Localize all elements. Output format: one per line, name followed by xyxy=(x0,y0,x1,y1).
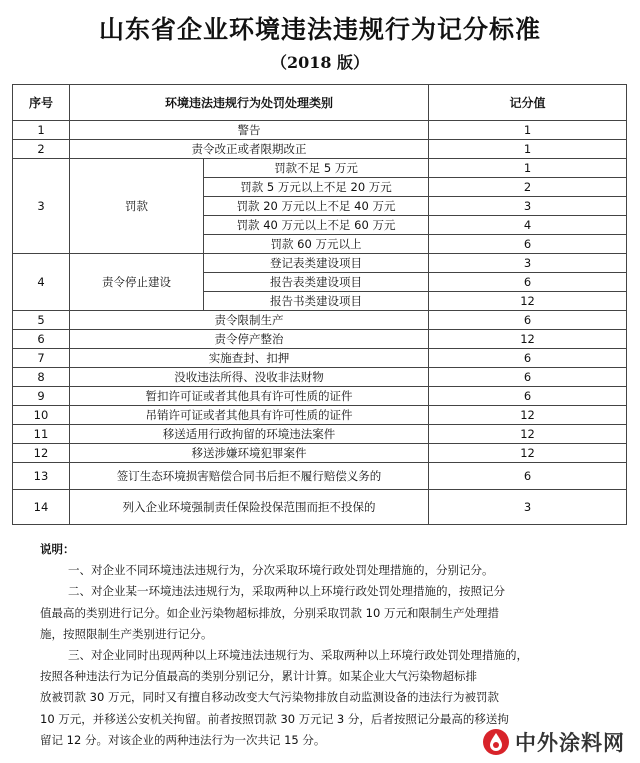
row-score: 3 xyxy=(429,197,627,216)
note-3-line: 三、对企业同时出现两种以上环境违法违规行为、采取两种以上环境行政处罚处理措施的， xyxy=(68,648,528,663)
row-subitem: 罚款 20 万元以上不足 40 万元 xyxy=(204,197,429,216)
row-category: 罚款 xyxy=(70,159,204,254)
table-row xyxy=(13,387,627,406)
row-item: 移送涉嫌环境犯罪案件 xyxy=(70,444,429,463)
row-score: 1 xyxy=(429,121,627,140)
table-row xyxy=(13,406,627,425)
watermark-text: 中外涂料网 xyxy=(515,731,625,755)
table-row xyxy=(13,463,627,490)
notes-label: 说明： xyxy=(40,542,75,556)
row-no: 14 xyxy=(13,490,70,525)
table-row xyxy=(13,425,627,444)
table-row xyxy=(13,490,627,525)
row-score: 12 xyxy=(429,425,627,444)
table-row xyxy=(13,349,627,368)
row-no: 11 xyxy=(13,425,70,444)
row-no: 3 xyxy=(13,159,70,254)
note-2-line: 二、对企业某一环境违法违规行为，采取两种以上环境行政处罚处理措施的，按照记分 xyxy=(68,584,505,599)
row-subitem: 罚款 40 万元以上不足 60 万元 xyxy=(204,216,429,235)
row-score: 3 xyxy=(429,254,627,273)
row-no: 5 xyxy=(13,311,70,330)
table-row xyxy=(13,159,627,178)
row-score: 6 xyxy=(429,273,627,292)
row-score: 12 xyxy=(429,292,627,311)
row-subitem: 罚款不足 5 万元 xyxy=(204,159,429,178)
row-no: 6 xyxy=(13,330,70,349)
row-subitem: 罚款 60 万元以上 xyxy=(204,235,429,254)
table-row xyxy=(13,330,627,349)
row-no: 12 xyxy=(13,444,70,463)
header-score: 记分值 xyxy=(429,85,627,121)
score-standard-table xyxy=(12,84,627,525)
table-row xyxy=(13,121,627,140)
page-title: 山东省企业环境违法违规行为记分标准 xyxy=(98,15,541,44)
table-row xyxy=(13,368,627,387)
row-score: 1 xyxy=(429,159,627,178)
table-row xyxy=(13,254,627,273)
row-score: 2 xyxy=(429,178,627,197)
row-score: 3 xyxy=(429,490,627,525)
row-item: 责令改正或者限期改正 xyxy=(70,140,429,159)
table-row xyxy=(13,444,627,463)
row-score: 1 xyxy=(429,140,627,159)
note-2-line: 值最高的类别进行记分。如企业污染物超标排放，分别采取罚款 10 万元和限制生产处理措 xyxy=(40,605,499,620)
row-item: 没收违法所得、没收非法财物 xyxy=(70,368,429,387)
row-score: 12 xyxy=(429,406,627,425)
row-item: 实施查封、扣押 xyxy=(70,349,429,368)
row-score: 4 xyxy=(429,216,627,235)
row-no: 4 xyxy=(13,254,70,311)
row-no: 1 xyxy=(13,121,70,140)
row-score: 12 xyxy=(429,444,627,463)
note-3-line: 按照各种违法行为记分值最高的类别分别记分，累计计算。如某企业大气污染物超标排 xyxy=(40,669,477,684)
page-subtitle: （2018 版） xyxy=(270,53,370,72)
row-item: 签订生态环境损害赔偿合同书后拒不履行赔偿义务的 xyxy=(70,463,429,490)
note-2-line: 施，按照限制生产类别进行记分。 xyxy=(40,626,213,641)
paint-drop-logo-icon xyxy=(481,727,511,757)
row-item: 警告 xyxy=(70,121,429,140)
row-subitem: 报告书类建设项目 xyxy=(204,292,429,311)
notes-section xyxy=(12,539,626,751)
row-item: 移送适用行政拘留的环境违法案件 xyxy=(70,425,429,444)
row-subitem: 罚款 5 万元以上不足 20 万元 xyxy=(204,178,429,197)
row-item: 责令限制生产 xyxy=(70,311,429,330)
table-row xyxy=(13,140,627,159)
row-subitem: 登记表类建设项目 xyxy=(204,254,429,273)
row-no: 10 xyxy=(13,406,70,425)
table-row xyxy=(13,311,627,330)
row-item: 责令停产整治 xyxy=(70,330,429,349)
row-item: 吊销许可证或者其他具有许可性质的证件 xyxy=(70,406,429,425)
note-3-line: 放被罚款 30 万元，同时又有擅自移动改变大气污染物排放自动监测设备的违法行为被罚款 xyxy=(40,690,499,705)
row-score: 6 xyxy=(429,387,627,406)
row-no: 8 xyxy=(13,368,70,387)
row-score: 6 xyxy=(429,463,627,490)
row-no: 7 xyxy=(13,349,70,368)
row-no: 9 xyxy=(13,387,70,406)
note-3-line: 留记 12 分。对该企业的两种违法行为一次共记 15 分。 xyxy=(40,732,326,747)
header-no: 序号 xyxy=(13,85,70,121)
row-item: 列入企业环境强制责任保险投保范围而拒不投保的 xyxy=(70,490,429,525)
watermark xyxy=(481,726,625,758)
row-score: 12 xyxy=(429,330,627,349)
note-1: 一、对企业不同环境违法违规行为，分次采取环境行政处罚处理措施的，分别记分。 xyxy=(68,563,494,578)
row-score: 6 xyxy=(429,311,627,330)
row-no: 13 xyxy=(13,463,70,490)
table-header-row xyxy=(13,85,627,121)
note-3-line: 10 万元，并移送公安机关拘留。前者按照罚款 30 万元记 3 分，后者按照记分最高的移送拘 xyxy=(40,711,509,726)
header-category: 环境违法违规行为处罚处理类别 xyxy=(70,85,429,121)
row-item: 暂扣许可证或者其他具有许可性质的证件 xyxy=(70,387,429,406)
row-no: 2 xyxy=(13,140,70,159)
row-subitem: 报告表类建设项目 xyxy=(204,273,429,292)
row-category: 责令停止建设 xyxy=(70,254,204,311)
row-score: 6 xyxy=(429,349,627,368)
row-score: 6 xyxy=(429,368,627,387)
row-score: 6 xyxy=(429,235,627,254)
